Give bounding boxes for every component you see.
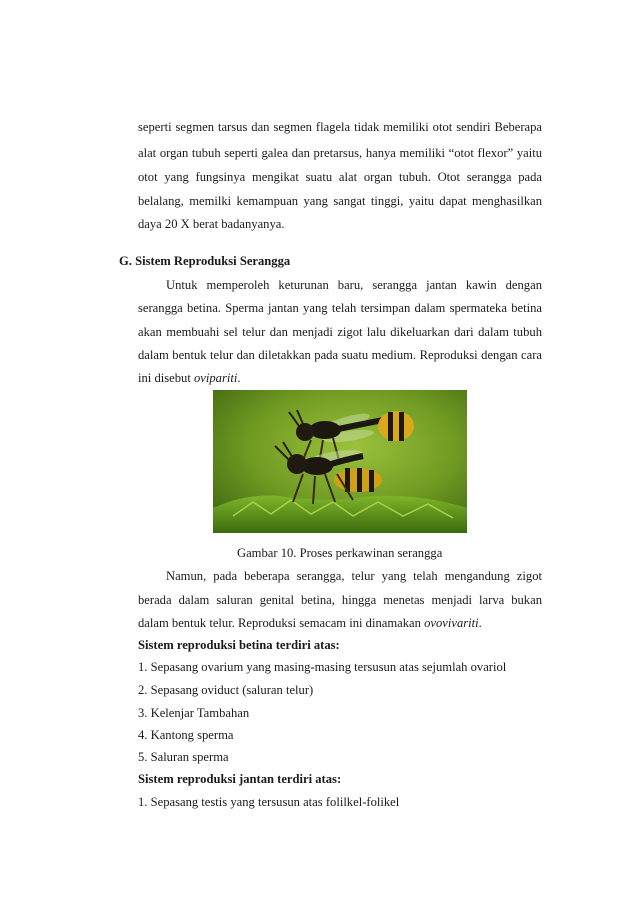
- wasp-photo-illustration: [213, 390, 467, 533]
- text-line: akan membuahi sel telur dan menjadi zigot lalu dikeluarkan dari dalam tubuh: [138, 325, 542, 339]
- text-line: Namun, pada beberapa serangga, telur yang telah mengandung zigot: [166, 569, 542, 583]
- text-line: alat organ tubuh seperti galea dan pretarsus, hanya memiliki “otot flexor” yaitu: [138, 146, 542, 160]
- text-segment: .: [478, 616, 482, 630]
- list-item: 5. Saluran sperma: [138, 750, 229, 764]
- section-heading: G. Sistem Reproduksi Serangga: [119, 254, 291, 268]
- text-line: daya 20 X berat badanyanya.: [138, 217, 285, 231]
- figure-caption: Gambar 10. Proses perkawinan serangga: [237, 546, 443, 560]
- text-line: seperti segmen tarsus dan segmen flagela tidak memiliki otot sendiri Beberapa: [138, 120, 542, 134]
- male-system-heading: Sistem reproduksi jantan terdiri atas:: [138, 772, 342, 786]
- text-line: otot yang fungsinya mengikat suatu alat organ tubuh. Otot serangga pada: [138, 170, 542, 184]
- text-line: belalang, memilki kemampuan yang sangat tinggi, yaitu dapat menghasilkan: [138, 194, 542, 208]
- text-segment: .: [237, 371, 241, 385]
- list-item: 1. Sepasang ovarium yang masing-masing tersusun atas sejumlah ovariol: [138, 660, 507, 674]
- text-line: berada dalam saluran genital betina, hingga menetas menjadi larva bukan: [138, 593, 542, 607]
- list-item: 1. Sepasang testis yang tersusun atas folilkel-folikel: [138, 795, 400, 809]
- text-line: Untuk memperoleh keturunan baru, serangga jantan kawin dengan: [166, 278, 542, 292]
- text-segment: dalam bentuk telur. Reproduksi semacam ini dinamakan: [138, 616, 425, 630]
- insect-mating-photo: [213, 390, 467, 533]
- term-ovovivariti: ovovivariti: [424, 616, 479, 630]
- term-ovipariti: ovipariti: [193, 371, 238, 385]
- text-line: serangga betina. Sperma jantan yang telah tersimpan dalam spermateka betina: [138, 301, 542, 315]
- text-segment: ini disebut: [138, 371, 194, 385]
- list-item: 4. Kantong sperma: [138, 728, 234, 742]
- female-system-heading: Sistem reproduksi betina terdiri atas:: [138, 638, 340, 652]
- text-line: dalam bentuk telur dan diletakkan pada suatu medium. Reproduksi dengan cara: [138, 348, 542, 362]
- text-line: [138, 616, 482, 631]
- list-item: 3. Kelenjar Tambahan: [138, 706, 250, 720]
- list-item: 2. Sepasang oviduct (saluran telur): [138, 683, 314, 697]
- text-line: [138, 371, 241, 386]
